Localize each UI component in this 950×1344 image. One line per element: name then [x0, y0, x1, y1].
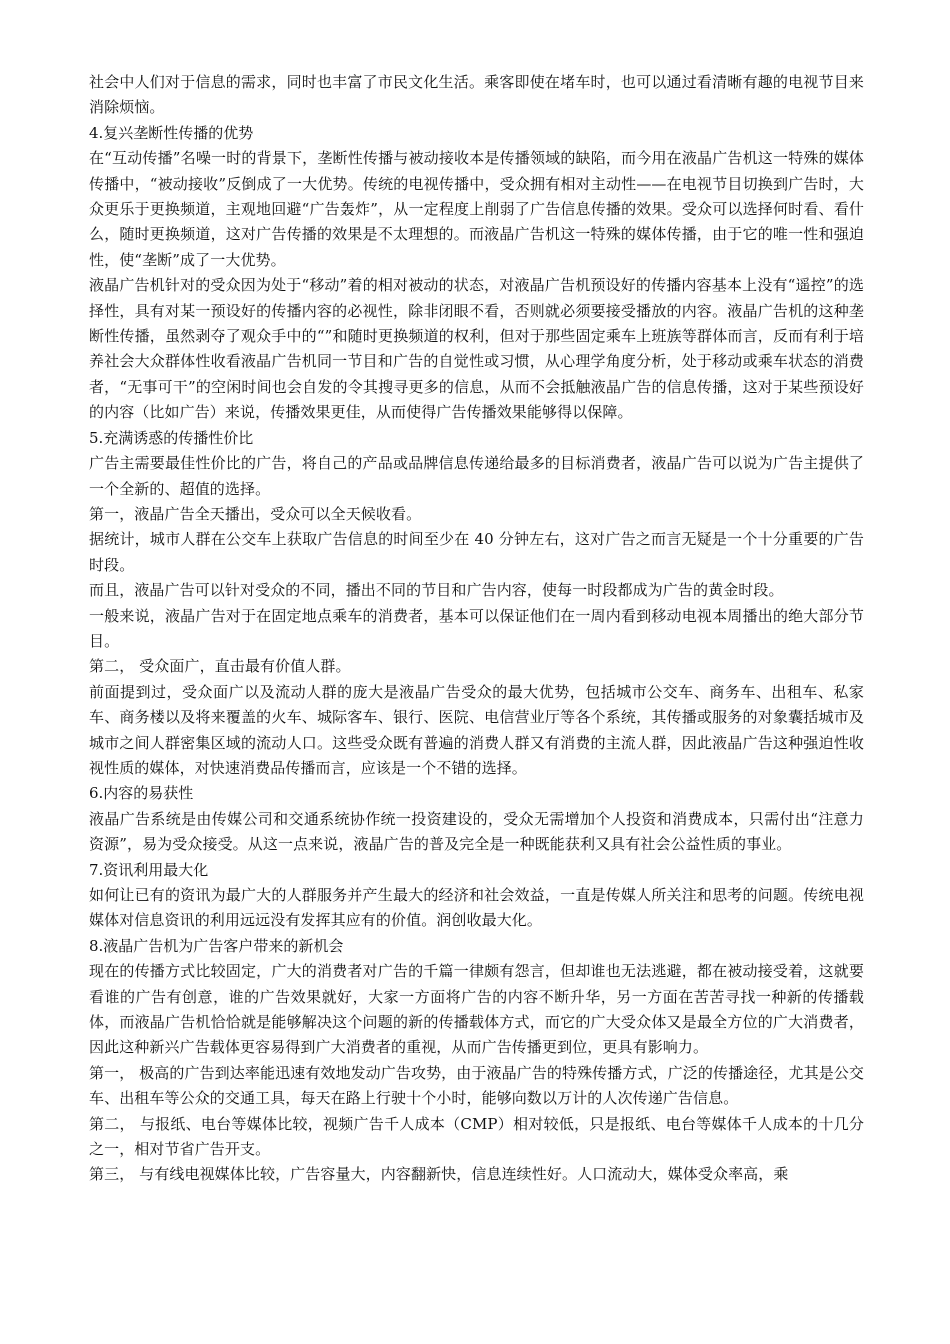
paragraph: 如何让已有的资讯为最广大的人群服务并产生最大的经济和社会效益，一直是传媒人所关注和思考的问题。传统电视媒体对信息资讯的利用远远没有发挥其应有的价值。润创收最大化。	[89, 886, 864, 930]
article-body	[89, 70, 864, 1188]
paragraph: 第三， 与有线电视媒体比较，广告容量大，内容翻新快，信息连续性好。人口流动大，媒体受众率高，乘	[89, 1165, 789, 1184]
section-heading: 4.复兴垄断性传播的优势	[89, 123, 254, 142]
paragraph: 据统计，城市人群在公交车上获取广告信息的时间至少在 40 分钟左右，这对广告之而言无疑是一个十分重要的广告时段。	[89, 530, 864, 574]
section-heading: 8.液晶广告机为广告客户带来的新机会	[89, 936, 344, 955]
paragraph: 现在的传播方式比较固定，广大的消费者对广告的千篇一律颇有怨言，但却谁也无法逃避，都在被动接受着，这就要看谁的广告有创意，谁的广告效果就好，大家一方面将广告的内容不断升华，另一方面在苦苦寻找一种新的传播载体，而液晶广告机恰恰就是能够解决这个问题的新的传播载体方式，而它的广大受众体又是最全方位的广大消费者，因此这种新兴广告载体更容易得到广大消费者的重视，从而广告传播更到位，更具有影响力。	[89, 962, 864, 1057]
paragraph: 液晶广告机针对的受众因为处于“移动”着的相对被动的状态，对液晶广告机预设好的传播内容基本上没有“遥控”的选择性，具有对某一预设好的传播内容的必视性，除非闭眼不看，否则就必须要接受播放的内容。液晶广告机的这种垄断性传播，虽然剥夺了观众手中的“”和随时更换频道的权利，但对于那些固定乘车上班族等群体而言，反而有利于培养社会大众群体性收看液晶广告机同一节目和广告的自觉性或习惯，从心理学角度分析，处于移动或乘车状态的消费者，“无事可干”的空闲时间也会自发的令其搜寻更多的信息，从而不会抵触液晶广告的信息传播，这对于某些预设好的内容（比如广告）来说，传播效果更佳，从而使得广告传播效果能够得以保障。	[89, 276, 864, 422]
paragraph: 社会中人们对于信息的需求，同时也丰富了市民文化生活。乘客即使在堵车时，也可以通过看清晰有趣的电视节目来消除烦恼。	[89, 73, 864, 117]
paragraph: 前面提到过，受众面广以及流动人群的庞大是液晶广告受众的最大优势，包括城市公交车、商务车、出租车、私家车、商务楼以及将来覆盖的火车、城际客车、银行、医院、电信营业厅等各个系统，其传播或服务的对象囊括城市及城市之间人群密集区域的流动人口。这些受众既有普遍的消费人群又有消费的主流人群，因此液晶广告这种强迫性收视性质的媒体，对快速消费品传播而言，应该是一个不错的选择。	[89, 682, 864, 777]
paragraph: 一般来说，液晶广告对于在固定地点乘车的消费者，基本可以保证他们在一周内看到移动电视本周播出的绝大部分节目。	[89, 606, 864, 650]
paragraph: 第一， 极高的广告到达率能迅速有效地发动广告攻势，由于液晶广告的特殊传播方式，广泛的传播途径，尤其是公交车、出租车等公众的交通工具，每天在路上行驶十个小时，能够向数以万计的人次传递广告信息。	[89, 1063, 864, 1108]
paragraph: 液晶广告系统是由传媒公司和交通系统协作统一投资建设的，受众无需增加个人投资和消费成本，只需付出“注意力资源”，易为受众接受。从这一点来说，液晶广告的普及完全是一种既能获利又具有社会公益性质的事业。	[89, 809, 864, 854]
paragraph: 第二， 受众面广，直击最有价值人群。	[89, 657, 351, 676]
section-heading: 5.充满诱惑的传播性价比	[89, 428, 254, 447]
paragraph: 广告主需要最佳性价比的广告，将自己的产品或品牌信息传递给最多的目标消费者，液晶广告可以说为广告主提供了一个全新的、超值的选择。	[89, 454, 864, 498]
paragraph: 第一，液晶广告全天播出，受众可以全天候收看。	[89, 504, 422, 523]
section-heading: 7.资讯利用最大化	[89, 860, 209, 879]
paragraph: 而且，液晶广告可以针对受众的不同，播出不同的节目和广告内容，使每一时段都成为广告的黄金时段。	[89, 581, 784, 600]
paragraph: 第二， 与报纸、电台等媒体比较，视频广告千人成本（CMP）相对较低，只是报纸、电台等媒体千人成本的十几分之一，相对节省广告开支。	[89, 1114, 864, 1159]
paragraph: 在“互动传播”名噪一时的背景下，垄断性传播与被动接收本是传播领域的缺陷，而今用在液晶广告机这一特殊的媒体传播中，“被动接收”反倒成了一大优势。传统的电视传播中，受众拥有相对主动性——在电视节目切换到广告时，大众更乐于更换频道，主观地回避“广告轰炸”，从一定程度上削弱了广告信息传播的效果。受众可以选择何时看、看什么，随时更换频道，这对广告传播的效果是不太理想的。而液晶广告机这一特殊的媒体传播，由于它的唯一性和强迫性，使“垄断”成了一大优势。	[89, 149, 864, 269]
section-heading: 6.内容的易获性	[89, 784, 194, 803]
